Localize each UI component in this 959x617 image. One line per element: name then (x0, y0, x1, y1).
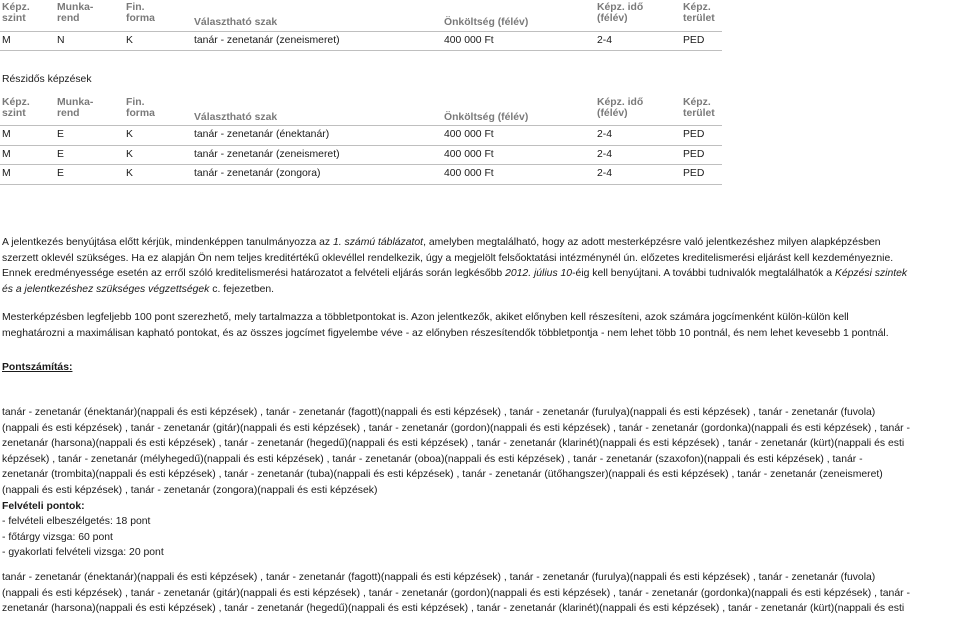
cell-terulet: PED (683, 149, 705, 160)
header-kepz-terulet: Képz. terület (683, 97, 715, 119)
cell-szak: tanár - zenetanár (énektanár) (194, 129, 330, 140)
cell-koltseg: 400 000 Ft (444, 35, 494, 46)
admission-item: - főtárgy vizsga: 60 pont (2, 531, 113, 543)
program-list (2, 405, 957, 561)
divider (0, 31, 722, 32)
program-line: (nappali és esti képzések) , tanár - zenetanár (gitár)(nappali és esti képzések) , tanár - zenetanár (gordon)(nappali és esti képzések) , tanár - zenetanár (gordonka)(nappali és esti képzések) , tanár - (2, 422, 910, 434)
cell-terulet: PED (683, 168, 705, 179)
cell-szak: tanár - zenetanár (zeneismeret) (194, 149, 340, 160)
cell-forma: K (126, 35, 133, 46)
cell-terulet: PED (683, 35, 705, 46)
header-kepz-szint: Képz. szint (2, 2, 30, 24)
cell-koltseg: 400 000 Ft (444, 129, 494, 140)
kepzesi-szintek-link[interactable]: Képzési szintek (834, 268, 908, 280)
program-line: zenetanár (harsona)(nappali és esti képzések) , tanár - zenetanár (hegedű)(nappali és esti képzések) , tanár - zenetanár (klarinét)(nappali és esti képzések) , tanár - zenetanár (kürt)(nappali és esti (2, 438, 905, 450)
notice-paragraph (2, 235, 957, 297)
divider (0, 125, 722, 126)
program-line: tanár - zenetanár (énektanár)(nappali és esti képzések) , tanár - zenetanár (fagott)(nappali és esti képzések) , tanár - zenetanár (furulya)(nappali és esti képzések) , tanár - zenetanár (fuvola) (2, 572, 876, 583)
cell-rend: E (57, 149, 64, 160)
cell-szak: tanár - zenetanár (zongora) (194, 168, 321, 179)
cell-koltseg: 400 000 Ft (444, 149, 494, 160)
admission-title: Felvételi pontok: (2, 500, 85, 512)
notice-line: és a jelentkezéshez szükséges végzettségek c. fejezetben. (2, 283, 275, 295)
header-munkarend: Munka- rend (57, 97, 94, 119)
cell-szint: M (2, 149, 11, 160)
cell-szint: M (2, 35, 11, 46)
header-szak: Választható szak (194, 17, 278, 28)
notice-line: A jelentkezés benyújtása előtt kérjük, mindenképpen tanulmányozza az 1. számú táblázatot, amelyben megtalálható, hogy az adott mesterképzésre való jelentkezéshez milyen alapképzésben (2, 237, 881, 248)
bonus-line: meghatározni a maximálisan kapható pontokat, és az összes jogcímet figyelembe véve - az előnyben részesítendők többletpontja - nem lehet több 10 pontnál, és nem lehet kevesebb 1 pontnál. (2, 327, 889, 339)
cell-forma: K (126, 168, 133, 179)
cell-szak: tanár - zenetanár (zeneismeret) (194, 35, 340, 46)
cell-rend: E (57, 129, 64, 140)
divider (0, 50, 722, 51)
program-line: zenetanár (harsona)(nappali és esti képzések) , tanár - zenetanár (hegedű)(nappali és esti képzések) , tanár - zenetanár (klarinét)(nappali és esti képzések) , tanár - zenetanár (kürt)(nappali és esti (2, 603, 905, 615)
admission-item: - gyakorlati felvételi vizsga: 20 pont (2, 547, 164, 559)
notice-line: Ennek eredményessége esetén az erről szóló kreditelismerési határozatot a felvételi eljárás során legkésőbb 2012. július 10-éig kell benyújtani. A további tudnivalók megtalálhatók a Képzési szintek (2, 268, 908, 280)
header-munkarend: Munka- rend (57, 2, 94, 24)
scoring-title: Pontszámítás: (2, 362, 73, 373)
program-line: zenetanár (trombita)(nappali és esti képzések) , tanár - zenetanár (tuba)(nappali és esti képzések) , tanár - zenetanár (ütőhangszer)(nappali és esti képzések) , tanár - zenetanár (zeneismeret) (2, 469, 883, 481)
program-line: képzések) , tanár - zenetanár (mélyhegedű)(nappali és esti képzések) , tanár - zenetanár (oboa)(nappali és esti képzések) , tanár - zenetanár (szaxofon)(nappali és esti képzések) , tanár - (2, 453, 863, 465)
bonus-paragraph (2, 310, 957, 341)
header-fin-forma: Fin. forma (126, 2, 155, 24)
cell-rend: N (57, 35, 65, 46)
cell-szint: M (2, 129, 11, 140)
program-line: (nappali és esti képzések) , tanár - zenetanár (gitár)(nappali és esti képzések) , tanár - zenetanár (gordon)(nappali és esti képzések) , tanár - zenetanár (gordonka)(nappali és esti képzések) , tanár - (2, 587, 910, 599)
divider (0, 164, 722, 165)
cell-koltseg: 400 000 Ft (444, 168, 494, 179)
header-szak: Választható szak (194, 112, 278, 123)
header-kepz-terulet: Képz. terület (683, 2, 715, 24)
header-fin-forma: Fin. forma (126, 97, 155, 119)
header-onkoltseg: Önköltség (félév) (444, 17, 529, 28)
cell-forma: K (126, 129, 133, 140)
section-title: Részidős képzések (2, 74, 92, 85)
bonus-line: Mesterképzésben legfeljebb 100 pont szerezhető, mely tartalmazza a többletpontokat is. Azon jelentkezők, akiket előnyben kell részesíteni, azok számára jogcímenként külön-külön kell (2, 312, 849, 323)
cell-ido: 2-4 (597, 168, 613, 179)
vegzettsegek-link[interactable]: és a jelentkezéshez szükséges végzettségek (2, 283, 210, 295)
cell-ido: 2-4 (597, 35, 613, 46)
cell-szint: M (2, 168, 11, 179)
program-line: tanár - zenetanár (énektanár)(nappali és esti képzések) , tanár - zenetanár (fagott)(nappali és esti képzések) , tanár - zenetanár (furulya)(nappali és esti képzések) , tanár - zenetanár (fuvola) (2, 407, 876, 418)
notice-line: szerzett oklevél szükséges. Ha ez alapján Ön nem teljes kreditértékű oklevéllel rendelkezik, úgy a megjelölt felsőoktatási intézménynél ún. előzetes kreditelismerési eljárást kell kezdeményeznie. (2, 252, 894, 264)
admission-item: - felvételi elbeszélgetés: 18 pont (2, 516, 151, 528)
cell-terulet: PED (683, 129, 705, 140)
divider (0, 184, 722, 185)
cell-ido: 2-4 (597, 149, 613, 160)
header-kepz-ido: Képz. idő (félév) (597, 2, 644, 24)
header-kepz-szint: Képz. szint (2, 97, 30, 119)
program-list (2, 570, 957, 617)
divider (0, 145, 722, 146)
cell-ido: 2-4 (597, 129, 613, 140)
header-onkoltseg: Önköltség (félév) (444, 112, 529, 123)
cell-rend: E (57, 168, 64, 179)
program-line: (nappali és esti képzések) , tanár - zenetanár (zongora)(nappali és esti képzések) (2, 484, 378, 496)
deadline-date: 2012. július 10 (505, 268, 573, 280)
table-reference-link[interactable]: 1. számú táblázatot (332, 237, 424, 248)
header-kepz-ido: Képz. idő (félév) (597, 97, 644, 119)
cell-forma: K (126, 149, 133, 160)
